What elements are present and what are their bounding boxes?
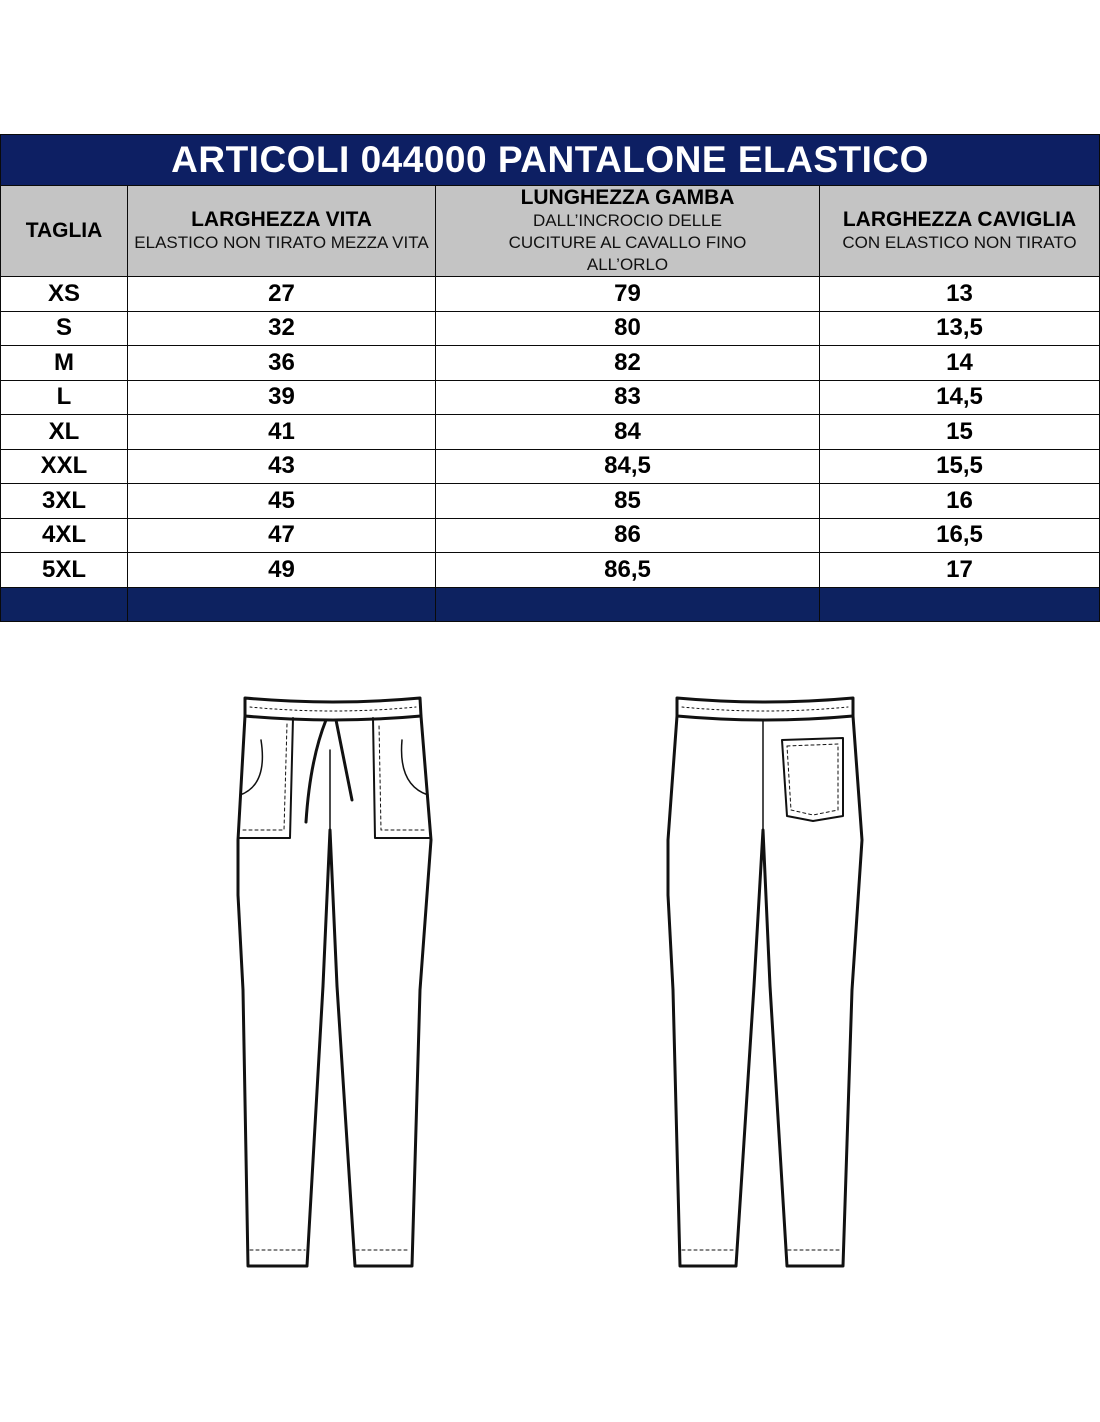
leg-length-cell: 84,5 xyxy=(436,449,820,484)
footer-cell xyxy=(128,587,436,621)
size-cell: 4XL xyxy=(1,518,128,553)
table-row xyxy=(1,518,1100,553)
ankle-cell: 13,5 xyxy=(820,311,1100,346)
table-title: ARTICOLI 044000 PANTALONE ELASTICO xyxy=(1,135,1100,186)
size-chart-table xyxy=(0,134,1100,622)
pants-back-flat-sketch-icon xyxy=(668,698,862,1266)
leg-length-cell: 80 xyxy=(436,311,820,346)
waist-cell: 49 xyxy=(128,553,436,588)
size-cell: 3XL xyxy=(1,484,128,519)
size-cell: L xyxy=(1,380,128,415)
column-header-taglia xyxy=(1,186,128,277)
leg-length-cell: 86 xyxy=(436,518,820,553)
waist-cell: 47 xyxy=(128,518,436,553)
table-row xyxy=(1,346,1100,381)
table-row xyxy=(1,311,1100,346)
waist-cell: 36 xyxy=(128,346,436,381)
waist-cell: 27 xyxy=(128,277,436,312)
waist-cell: 43 xyxy=(128,449,436,484)
waist-cell: 45 xyxy=(128,484,436,519)
waist-cell: 32 xyxy=(128,311,436,346)
leg-length-cell: 86,5 xyxy=(436,553,820,588)
size-cell: XL xyxy=(1,415,128,450)
ankle-cell: 15 xyxy=(820,415,1100,450)
column-header-larghezza-vita xyxy=(128,186,436,277)
column-header-label: TAGLIA xyxy=(25,219,103,242)
leg-length-cell: 79 xyxy=(436,277,820,312)
ankle-cell: 16 xyxy=(820,484,1100,519)
column-header-note: CON ELASTICO NON TIRATO xyxy=(842,233,1077,252)
column-header-note: ELASTICO NON TIRATO MEZZA VITA xyxy=(134,233,429,252)
table-row xyxy=(1,380,1100,415)
table-footer-row xyxy=(1,587,1100,621)
size-cell: M xyxy=(1,346,128,381)
waist-cell: 39 xyxy=(128,380,436,415)
table-row xyxy=(1,277,1100,312)
size-cell: XS xyxy=(1,277,128,312)
ankle-cell: 17 xyxy=(820,553,1100,588)
leg-length-cell: 83 xyxy=(436,380,820,415)
column-header-label: LUNGHEZZA GAMBA xyxy=(520,186,735,209)
column-header-larghezza-caviglia xyxy=(820,186,1100,277)
leg-length-cell: 84 xyxy=(436,415,820,450)
ankle-cell: 13 xyxy=(820,277,1100,312)
ankle-cell: 16,5 xyxy=(820,518,1100,553)
size-cell: S xyxy=(1,311,128,346)
leg-length-cell: 85 xyxy=(436,484,820,519)
garment-drawings xyxy=(0,690,1100,1280)
column-header-lunghezza-gamba xyxy=(436,186,820,277)
table-row xyxy=(1,553,1100,588)
footer-cell xyxy=(436,587,820,621)
ankle-cell: 14,5 xyxy=(820,380,1100,415)
table-row xyxy=(1,415,1100,450)
ankle-cell: 14 xyxy=(820,346,1100,381)
footer-cell xyxy=(820,587,1100,621)
column-header-note: DALL’INCROCIO DELLE CUCITURE AL CAVALLO FINO ALL’ORLO xyxy=(508,211,747,274)
footer-cell xyxy=(1,587,128,621)
column-header-label: LARGHEZZA CAVIGLIA xyxy=(842,208,1077,231)
table-row xyxy=(1,449,1100,484)
size-cell: XXL xyxy=(1,449,128,484)
ankle-cell: 15,5 xyxy=(820,449,1100,484)
table-row xyxy=(1,484,1100,519)
size-cell: 5XL xyxy=(1,553,128,588)
leg-length-cell: 82 xyxy=(436,346,820,381)
pants-front-flat-sketch-icon xyxy=(238,698,431,1266)
column-header-label: LARGHEZZA VITA xyxy=(191,208,372,231)
waist-cell: 41 xyxy=(128,415,436,450)
